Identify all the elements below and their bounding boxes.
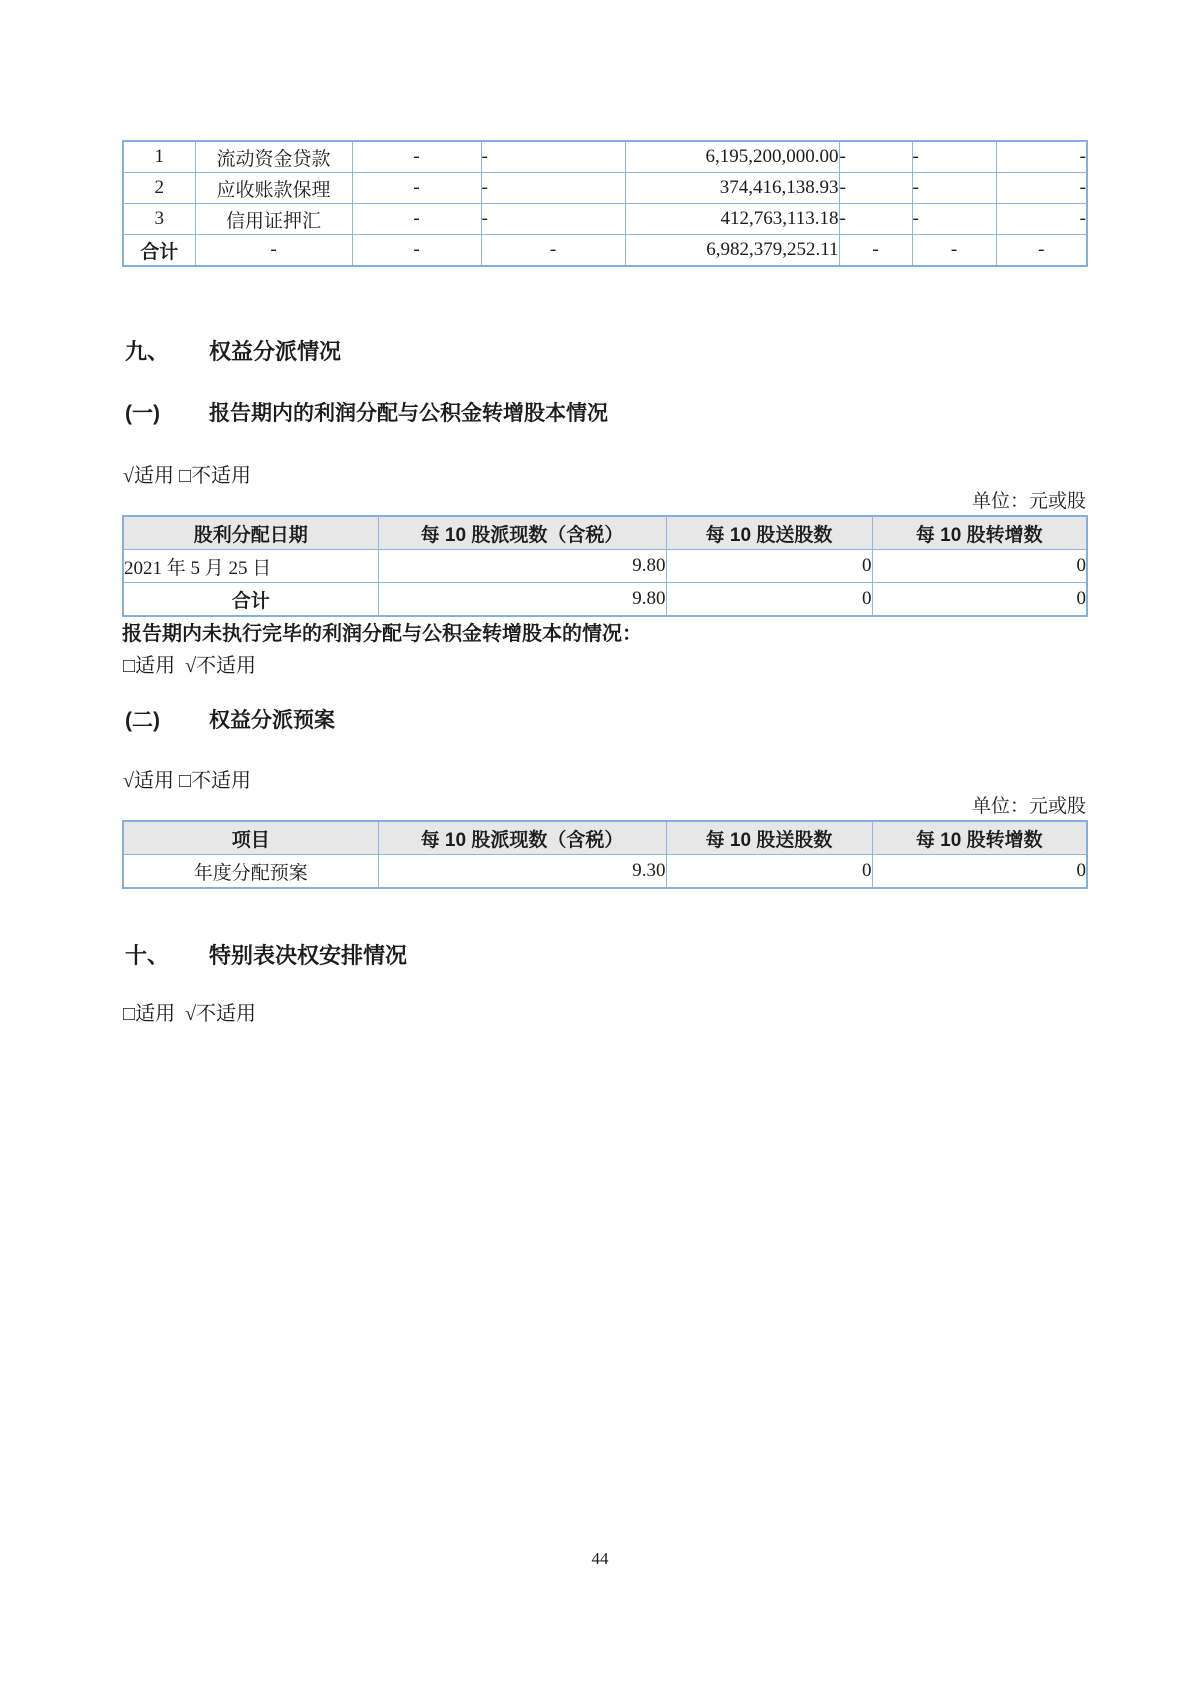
col-header: 股利分配日期 bbox=[123, 516, 378, 550]
cell-item: 信用证押汇 bbox=[195, 204, 352, 235]
cell-dash: - bbox=[352, 235, 481, 267]
cell-item: 应收账款保理 bbox=[195, 173, 352, 204]
col-header: 项目 bbox=[123, 821, 378, 855]
col-header: 每 10 股转增数 bbox=[872, 821, 1087, 855]
cell-dash: - bbox=[352, 204, 481, 235]
col-header: 每 10 股送股数 bbox=[666, 821, 872, 855]
section-number: 九、 bbox=[125, 339, 170, 364]
unexecuted-distribution-note: 报告期内未执行完毕的利润分配与公积金转增股本的情况： bbox=[122, 623, 642, 645]
page-content bbox=[122, 0, 1086, 1026]
section-title: 权益分派情况 bbox=[209, 339, 342, 364]
col-header: 每 10 股派现数（含税） bbox=[378, 516, 666, 550]
cell-dash: - bbox=[839, 141, 912, 173]
cell-value: 9.30 bbox=[378, 855, 666, 889]
cell-amount: 412,763,113.18 bbox=[625, 204, 839, 235]
section-number: 十、 bbox=[125, 943, 170, 968]
table-row bbox=[123, 855, 1087, 889]
cell-dash: - bbox=[481, 204, 625, 235]
subsection-9-2-heading bbox=[125, 708, 1086, 733]
page-number: 44 bbox=[591, 1549, 609, 1568]
cell-value: 0 bbox=[666, 583, 872, 617]
cell-value: 0 bbox=[666, 855, 872, 889]
applicability-line: √适用 □不适用 bbox=[123, 465, 252, 487]
cell-dash: - bbox=[912, 173, 996, 204]
col-header: 每 10 股转增数 bbox=[872, 516, 1087, 550]
table-total-row bbox=[123, 583, 1087, 617]
table-row bbox=[123, 173, 1087, 204]
cell-dash: - bbox=[481, 235, 625, 267]
table-total-row bbox=[123, 235, 1087, 267]
unit-label: 单位：元或股 bbox=[971, 796, 1086, 817]
cell-date: 2021 年 5 月 25 日 bbox=[123, 550, 378, 583]
cell-dash: - bbox=[912, 235, 996, 267]
cell-value: 9.80 bbox=[378, 583, 666, 617]
table-header-row bbox=[123, 821, 1087, 855]
unit-label: 单位：元或股 bbox=[971, 491, 1086, 512]
cell-index: 3 bbox=[123, 204, 195, 235]
cell-dash: - bbox=[195, 235, 352, 267]
profit-distribution-table bbox=[122, 515, 1088, 617]
cell-value: 0 bbox=[872, 583, 1087, 617]
subsection-9-1-heading bbox=[125, 401, 1086, 426]
subsection-title: 报告期内的利润分配与公积金转增股本情况 bbox=[209, 402, 608, 425]
subsection-number: (一) bbox=[125, 402, 160, 425]
table-row bbox=[123, 550, 1087, 583]
subsection-title: 权益分派预案 bbox=[209, 709, 335, 732]
cell-dash: - bbox=[352, 141, 481, 173]
cell-item: 流动资金贷款 bbox=[195, 141, 352, 173]
cell-dash: - bbox=[996, 141, 1087, 173]
cell-amount: 6,982,379,252.11 bbox=[625, 235, 839, 267]
cell-dash: - bbox=[352, 173, 481, 204]
cell-value: 0 bbox=[872, 855, 1087, 889]
dividend-proposal-table bbox=[122, 820, 1088, 889]
section-10-heading bbox=[125, 943, 1086, 969]
cell-total-label: 合计 bbox=[123, 583, 378, 617]
cell-dash: - bbox=[996, 173, 1087, 204]
cell-value: 9.80 bbox=[378, 550, 666, 583]
cell-dash: - bbox=[481, 141, 625, 173]
cell-amount: 374,416,138.93 bbox=[625, 173, 839, 204]
table-row bbox=[123, 141, 1087, 173]
table-row bbox=[123, 204, 1087, 235]
credit-facilities-table bbox=[122, 140, 1088, 267]
cell-dash: - bbox=[839, 204, 912, 235]
cell-amount: 6,195,200,000.00 bbox=[625, 141, 839, 173]
cell-item: 年度分配预案 bbox=[123, 855, 378, 889]
section-title: 特别表决权安排情况 bbox=[209, 943, 408, 968]
cell-dash: - bbox=[839, 173, 912, 204]
cell-value: 0 bbox=[666, 550, 872, 583]
applicability-line: √适用 □不适用 bbox=[123, 770, 252, 792]
col-header: 每 10 股派现数（含税） bbox=[378, 821, 666, 855]
cell-dash: - bbox=[912, 204, 996, 235]
col-header: 每 10 股送股数 bbox=[666, 516, 872, 550]
applicability-line: □适用 √不适用 bbox=[123, 655, 257, 677]
cell-dash: - bbox=[912, 141, 996, 173]
cell-index: 2 bbox=[123, 173, 195, 204]
applicability-line: □适用 √不适用 bbox=[123, 1003, 257, 1025]
subsection-number: (二) bbox=[125, 709, 160, 732]
cell-dash: - bbox=[481, 173, 625, 204]
cell-dash: - bbox=[996, 204, 1087, 235]
table-header-row bbox=[123, 516, 1087, 550]
cell-index: 1 bbox=[123, 141, 195, 173]
cell-dash: - bbox=[996, 235, 1087, 267]
cell-total-label: 合计 bbox=[123, 235, 195, 267]
cell-dash: - bbox=[839, 235, 912, 267]
cell-value: 0 bbox=[872, 550, 1087, 583]
section-9-heading bbox=[125, 339, 1086, 365]
